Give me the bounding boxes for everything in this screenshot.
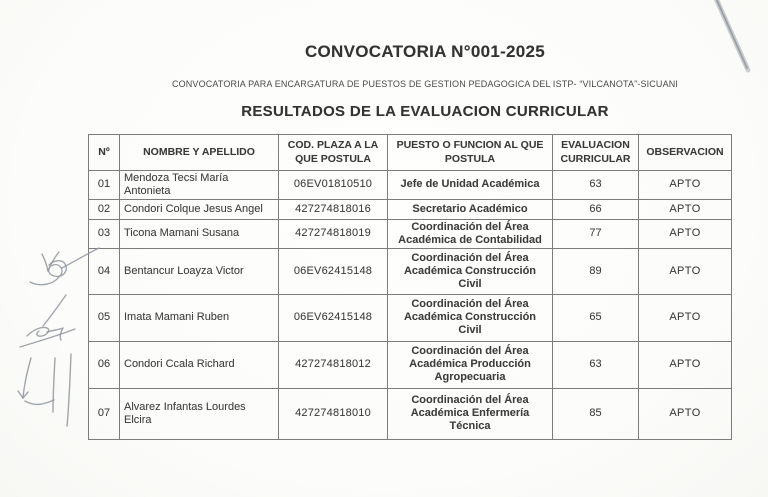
cell-observation: APTO bbox=[639, 294, 732, 341]
col-header-name: NOMBRE Y APELLIDO bbox=[120, 135, 279, 171]
document-subtitle: CONVOCATORIA PARA ENCARGATURA DE PUESTOS DE GESTION PEDAGOGICA DEL ISTP- “VILCANOTA”-SICUANI bbox=[171, 79, 679, 89]
cell-code: 427274818019 bbox=[279, 219, 388, 248]
cell-num: 07 bbox=[89, 388, 120, 439]
col-header-position: PUESTO O FUNCION AL QUE POSTULA bbox=[388, 135, 553, 171]
col-header-code: COD. PLAZA A LA QUE POSTULA bbox=[279, 135, 388, 171]
cell-name: Bentancur Loayza Victor bbox=[120, 248, 279, 294]
results-heading: RESULTADOS DE LA EVALUACION CURRICULAR bbox=[241, 103, 609, 120]
cell-name: Condori Colque Jesus Angel bbox=[120, 199, 279, 219]
cell-position: Secretario Académico bbox=[388, 199, 553, 219]
cell-score: 63 bbox=[553, 171, 639, 200]
cell-position: Jefe de Unidad Académica bbox=[388, 171, 553, 200]
cell-position: Coordinación del Área Académica de Contabilidad bbox=[388, 219, 553, 248]
cell-score: 89 bbox=[553, 248, 639, 294]
cell-observation: APTO bbox=[639, 171, 732, 200]
cell-num: 01 bbox=[89, 171, 120, 200]
table-row bbox=[89, 388, 732, 439]
table-row bbox=[89, 341, 732, 388]
cell-name: Ticona Mamani Susana bbox=[120, 219, 279, 248]
cell-code: 427274818012 bbox=[279, 341, 388, 388]
cell-name: Imata Mamani Ruben bbox=[120, 294, 279, 341]
cell-num: 05 bbox=[89, 294, 120, 341]
cell-name: Condori Ccala Richard bbox=[120, 341, 279, 388]
col-header-score: EVALUACION CURRICULAR bbox=[553, 135, 639, 171]
cell-num: 04 bbox=[89, 248, 120, 294]
handwritten-signature-scribble-2 bbox=[16, 292, 80, 354]
cell-observation: APTO bbox=[639, 388, 732, 439]
table-row bbox=[89, 171, 732, 200]
cell-code: 427274818010 bbox=[279, 388, 388, 439]
cell-num: 03 bbox=[89, 219, 120, 248]
results-table bbox=[88, 134, 732, 440]
cell-num: 06 bbox=[89, 341, 120, 388]
col-header-observation: OBSERVACION bbox=[639, 135, 732, 171]
table-row bbox=[89, 199, 732, 219]
cell-observation: APTO bbox=[639, 341, 732, 388]
table-row bbox=[89, 294, 732, 341]
col-header-num: Nº bbox=[89, 135, 120, 171]
cell-code: 06EV62415148 bbox=[279, 294, 388, 341]
table-header-row bbox=[89, 135, 732, 171]
cell-code: 427274818016 bbox=[279, 199, 388, 219]
document-title: CONVOCATORIA N°001-2025 bbox=[304, 42, 546, 61]
cell-score: 66 bbox=[553, 199, 639, 219]
cell-name: Alvarez Infantas Lourdes Elcira bbox=[120, 388, 279, 439]
cell-num: 02 bbox=[89, 199, 120, 219]
cell-score: 65 bbox=[553, 294, 639, 341]
cell-observation: APTO bbox=[639, 219, 732, 248]
handwritten-signature-scribble-3 bbox=[12, 350, 82, 430]
cell-observation: APTO bbox=[639, 199, 732, 219]
cell-score: 63 bbox=[553, 341, 639, 388]
cell-name: Mendoza Tecsi María Antonieta bbox=[120, 171, 279, 200]
cell-position: Coordinación del Área Académica Enfermería Técnica bbox=[388, 388, 553, 439]
cell-score: 85 bbox=[553, 388, 639, 439]
cell-position: Coordinación del Área Académica Construcción Civil bbox=[388, 294, 553, 341]
cell-score: 77 bbox=[553, 219, 639, 248]
table-row bbox=[89, 219, 732, 248]
cell-code: 06EV62415148 bbox=[279, 248, 388, 294]
document-header bbox=[95, 0, 755, 120]
cell-position: Coordinación del Área Académica Construcción Civil bbox=[388, 248, 553, 294]
cell-code: 06EV01810510 bbox=[279, 171, 388, 200]
table-row bbox=[89, 248, 732, 294]
cell-observation: APTO bbox=[639, 248, 732, 294]
cell-position: Coordinación del Área Académica Producción Agropecuaria bbox=[388, 341, 553, 388]
